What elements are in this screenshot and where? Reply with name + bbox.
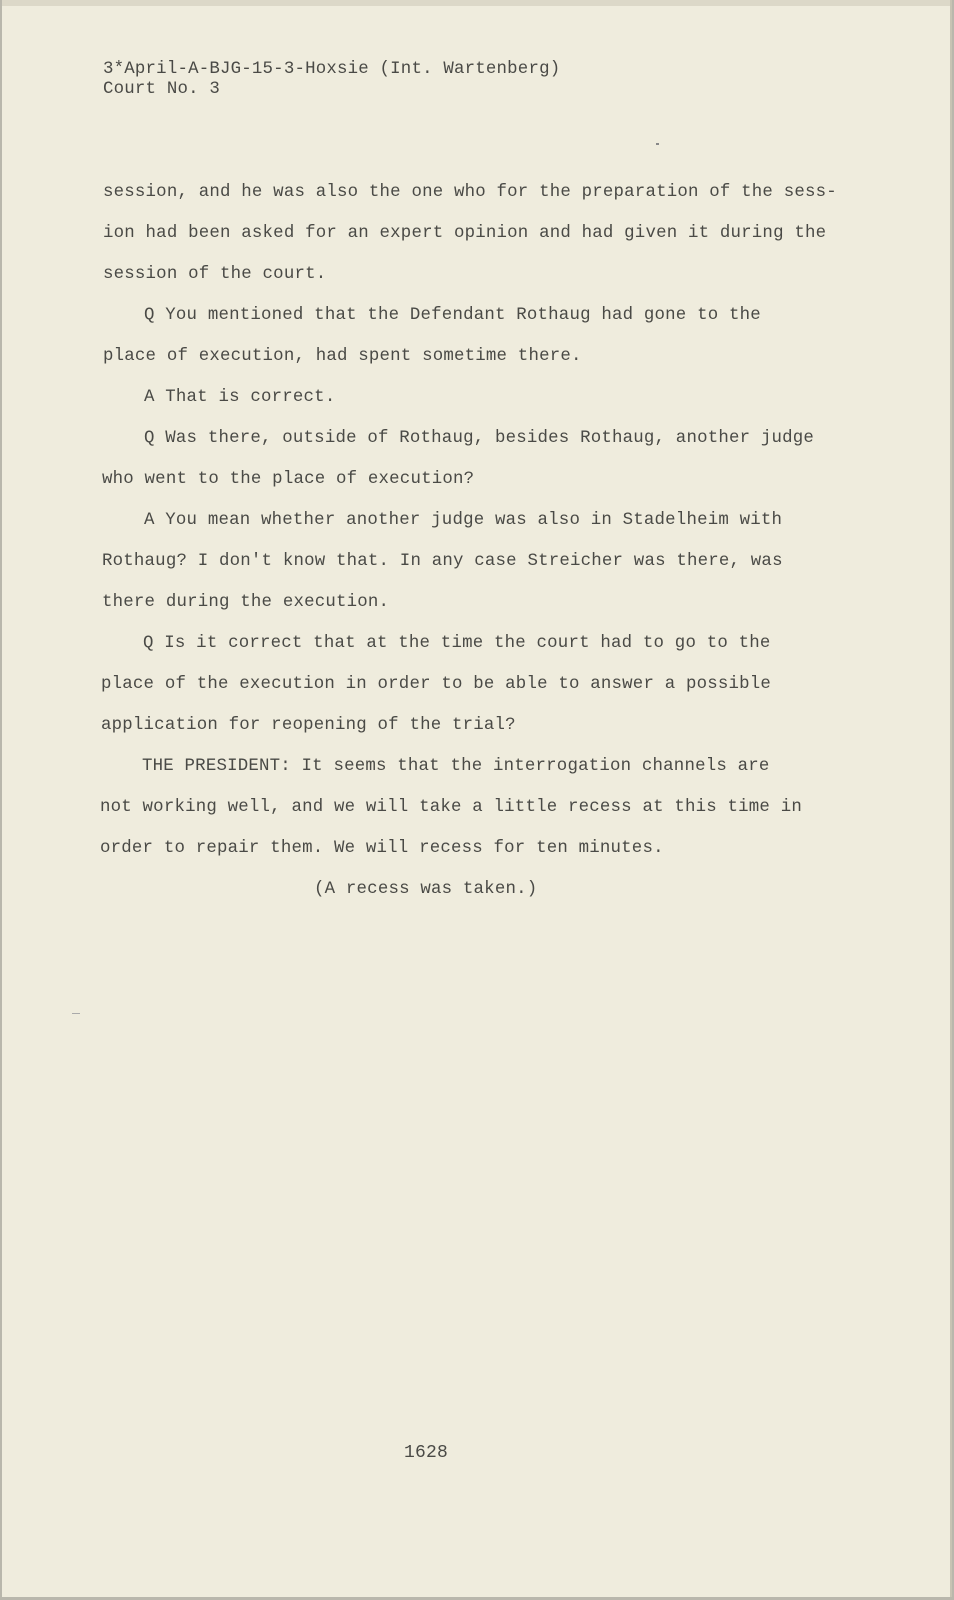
answer-line: A That is correct.	[144, 388, 336, 407]
paper-speck	[656, 143, 659, 145]
text-line: order to repair them. We will recess for ten minutes.	[100, 839, 664, 858]
president-statement-line: THE PRESIDENT: It seems that the interrogation channels are	[142, 757, 770, 776]
header-line-court: Court No. 3	[103, 80, 220, 99]
text-line: place of execution, had spent sometime there.	[103, 347, 582, 366]
question-line: Q Is it correct that at the time the court had to go to the	[143, 634, 771, 653]
paper-speck	[72, 1013, 80, 1014]
header-line-session-id: 3*April-A-BJG-15-3-Hoxsie (Int. Wartenberg)	[103, 60, 561, 79]
text-line: who went to the place of execution?	[102, 470, 475, 489]
text-line: session of the court.	[103, 265, 327, 284]
paper-edge	[2, 0, 950, 6]
recess-note: (A recess was taken.)	[314, 880, 538, 899]
answer-line: A You mean whether another judge was also in Stadelheim with	[144, 511, 783, 530]
text-line: there during the execution.	[102, 593, 390, 612]
text-line: ion had been asked for an expert opinion and had given it during the	[103, 224, 827, 243]
text-line: application for reopening of the trial?	[101, 716, 516, 735]
text-line: Rothaug? I don't know that. In any case Streicher was there, was	[102, 552, 783, 571]
question-line: Q You mentioned that the Defendant Rothaug had gone to the	[144, 306, 761, 325]
text-line: place of the execution in order to be able to answer a possible	[101, 675, 772, 694]
text-line: not working well, and we will take a little recess at this time in	[100, 798, 802, 817]
text-line: session, and he was also the one who for the preparation of the sess-	[103, 183, 837, 202]
page-number: 1628	[404, 1443, 449, 1463]
question-line: Q Was there, outside of Rothaug, besides Rothaug, another judge	[144, 429, 815, 448]
document-page	[2, 0, 952, 1597]
